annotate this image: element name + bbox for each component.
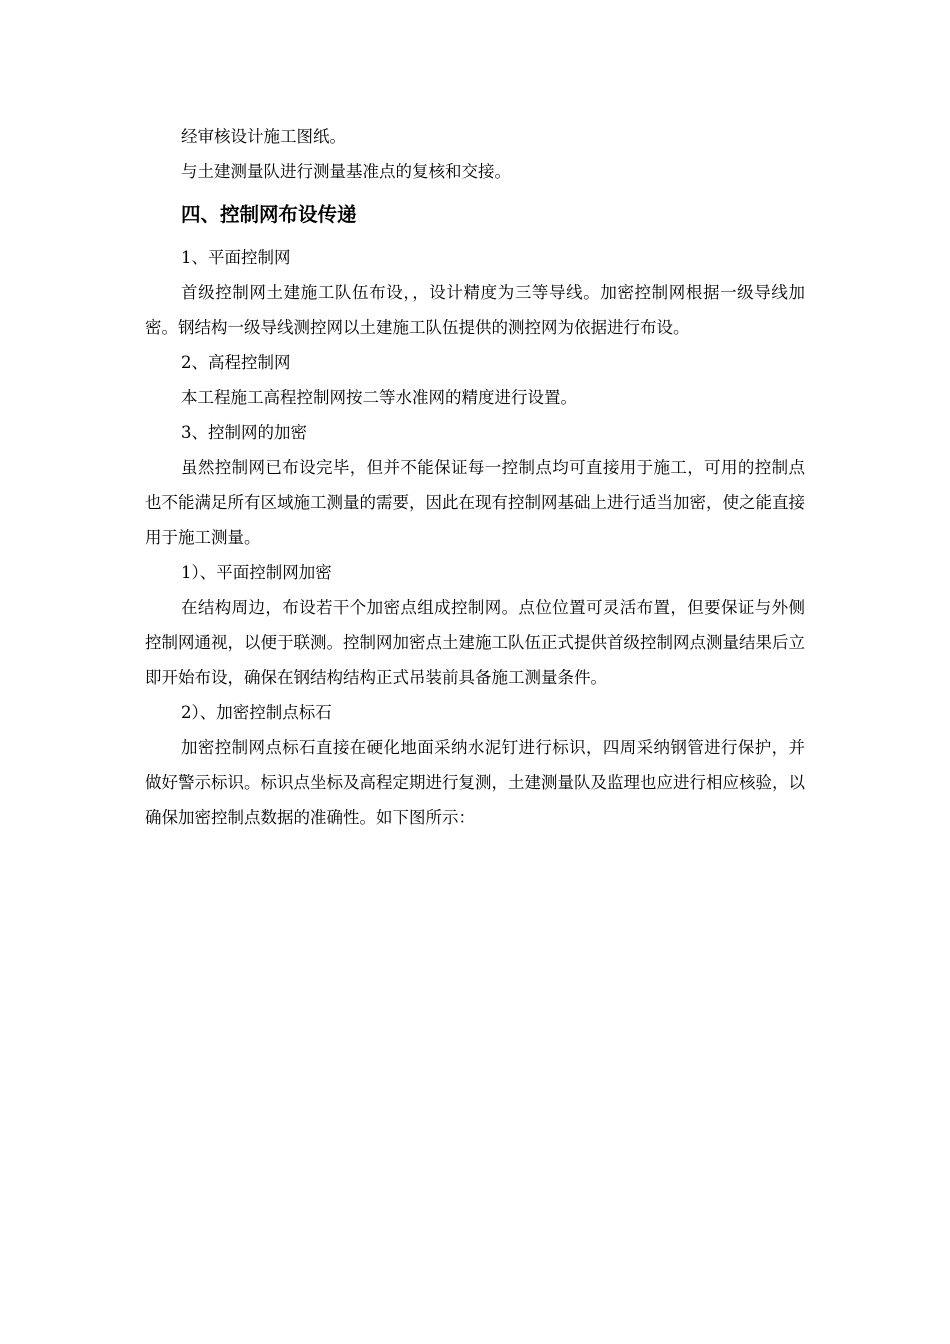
subheading-plane-control-network: 1、平面控制网 xyxy=(181,248,291,267)
subheading-network-densification: 3、控制网的加密 xyxy=(181,423,307,442)
paragraph-densification-markers: 加密控制网点标石直接在硬化地面采纳水泥钉进行标识，四周采纳钢管进行保护，并做好警示标识。标识点坐标及高程定期进行复测，土建测量队及监理也应进行相应核验，以确保加密控制点数据的准确性。如下图所示： xyxy=(145,738,805,827)
subheading-plane-densification: 1）、平面控制网加密 xyxy=(181,563,332,582)
subheading-densification-markers: 2）、加密控制点标石 xyxy=(181,703,332,722)
paragraph-review-drawings: 经审核设计施工图纸。 xyxy=(181,127,346,146)
section-heading: 四、控制网布设传递 xyxy=(181,203,357,226)
subheading-elevation-control-network: 2、高程控制网 xyxy=(181,353,291,372)
paragraph-plane-densification: 在结构周边，布设若干个加密点组成控制网。点位位置可灵活布置，但要保证与外侧控制网通视，以便于联测。控制网加密点土建施工队伍正式提供首级控制网点测量结果后立即开始布设，确保在钢结构结构正式吊装前具备施工测量条件。 xyxy=(145,598,805,687)
paragraph-network-densification: 虽然控制网已布设完毕，但并不能保证每一控制点均可直接用于施工，可用的控制点也不能满足所有区域施工测量的需要，因此在现有控制网基础上进行适当加密，使之能直接用于施工测量。 xyxy=(145,458,805,547)
document-body xyxy=(145,120,805,835)
paragraph-plane-control-network: 首级控制网土建施工队伍布设，，设计精度为三等导线。加密控制网根据一级导线加密。钢结构一级导线测控网以土建施工队伍提供的测控网为依据进行布设。 xyxy=(145,283,805,337)
paragraph-elevation-control-network: 本工程施工高程控制网按二等水准网的精度进行设置。 xyxy=(181,388,577,407)
paragraph-benchmark-handover: 与土建测量队进行测量基准点的复核和交接。 xyxy=(181,162,511,181)
